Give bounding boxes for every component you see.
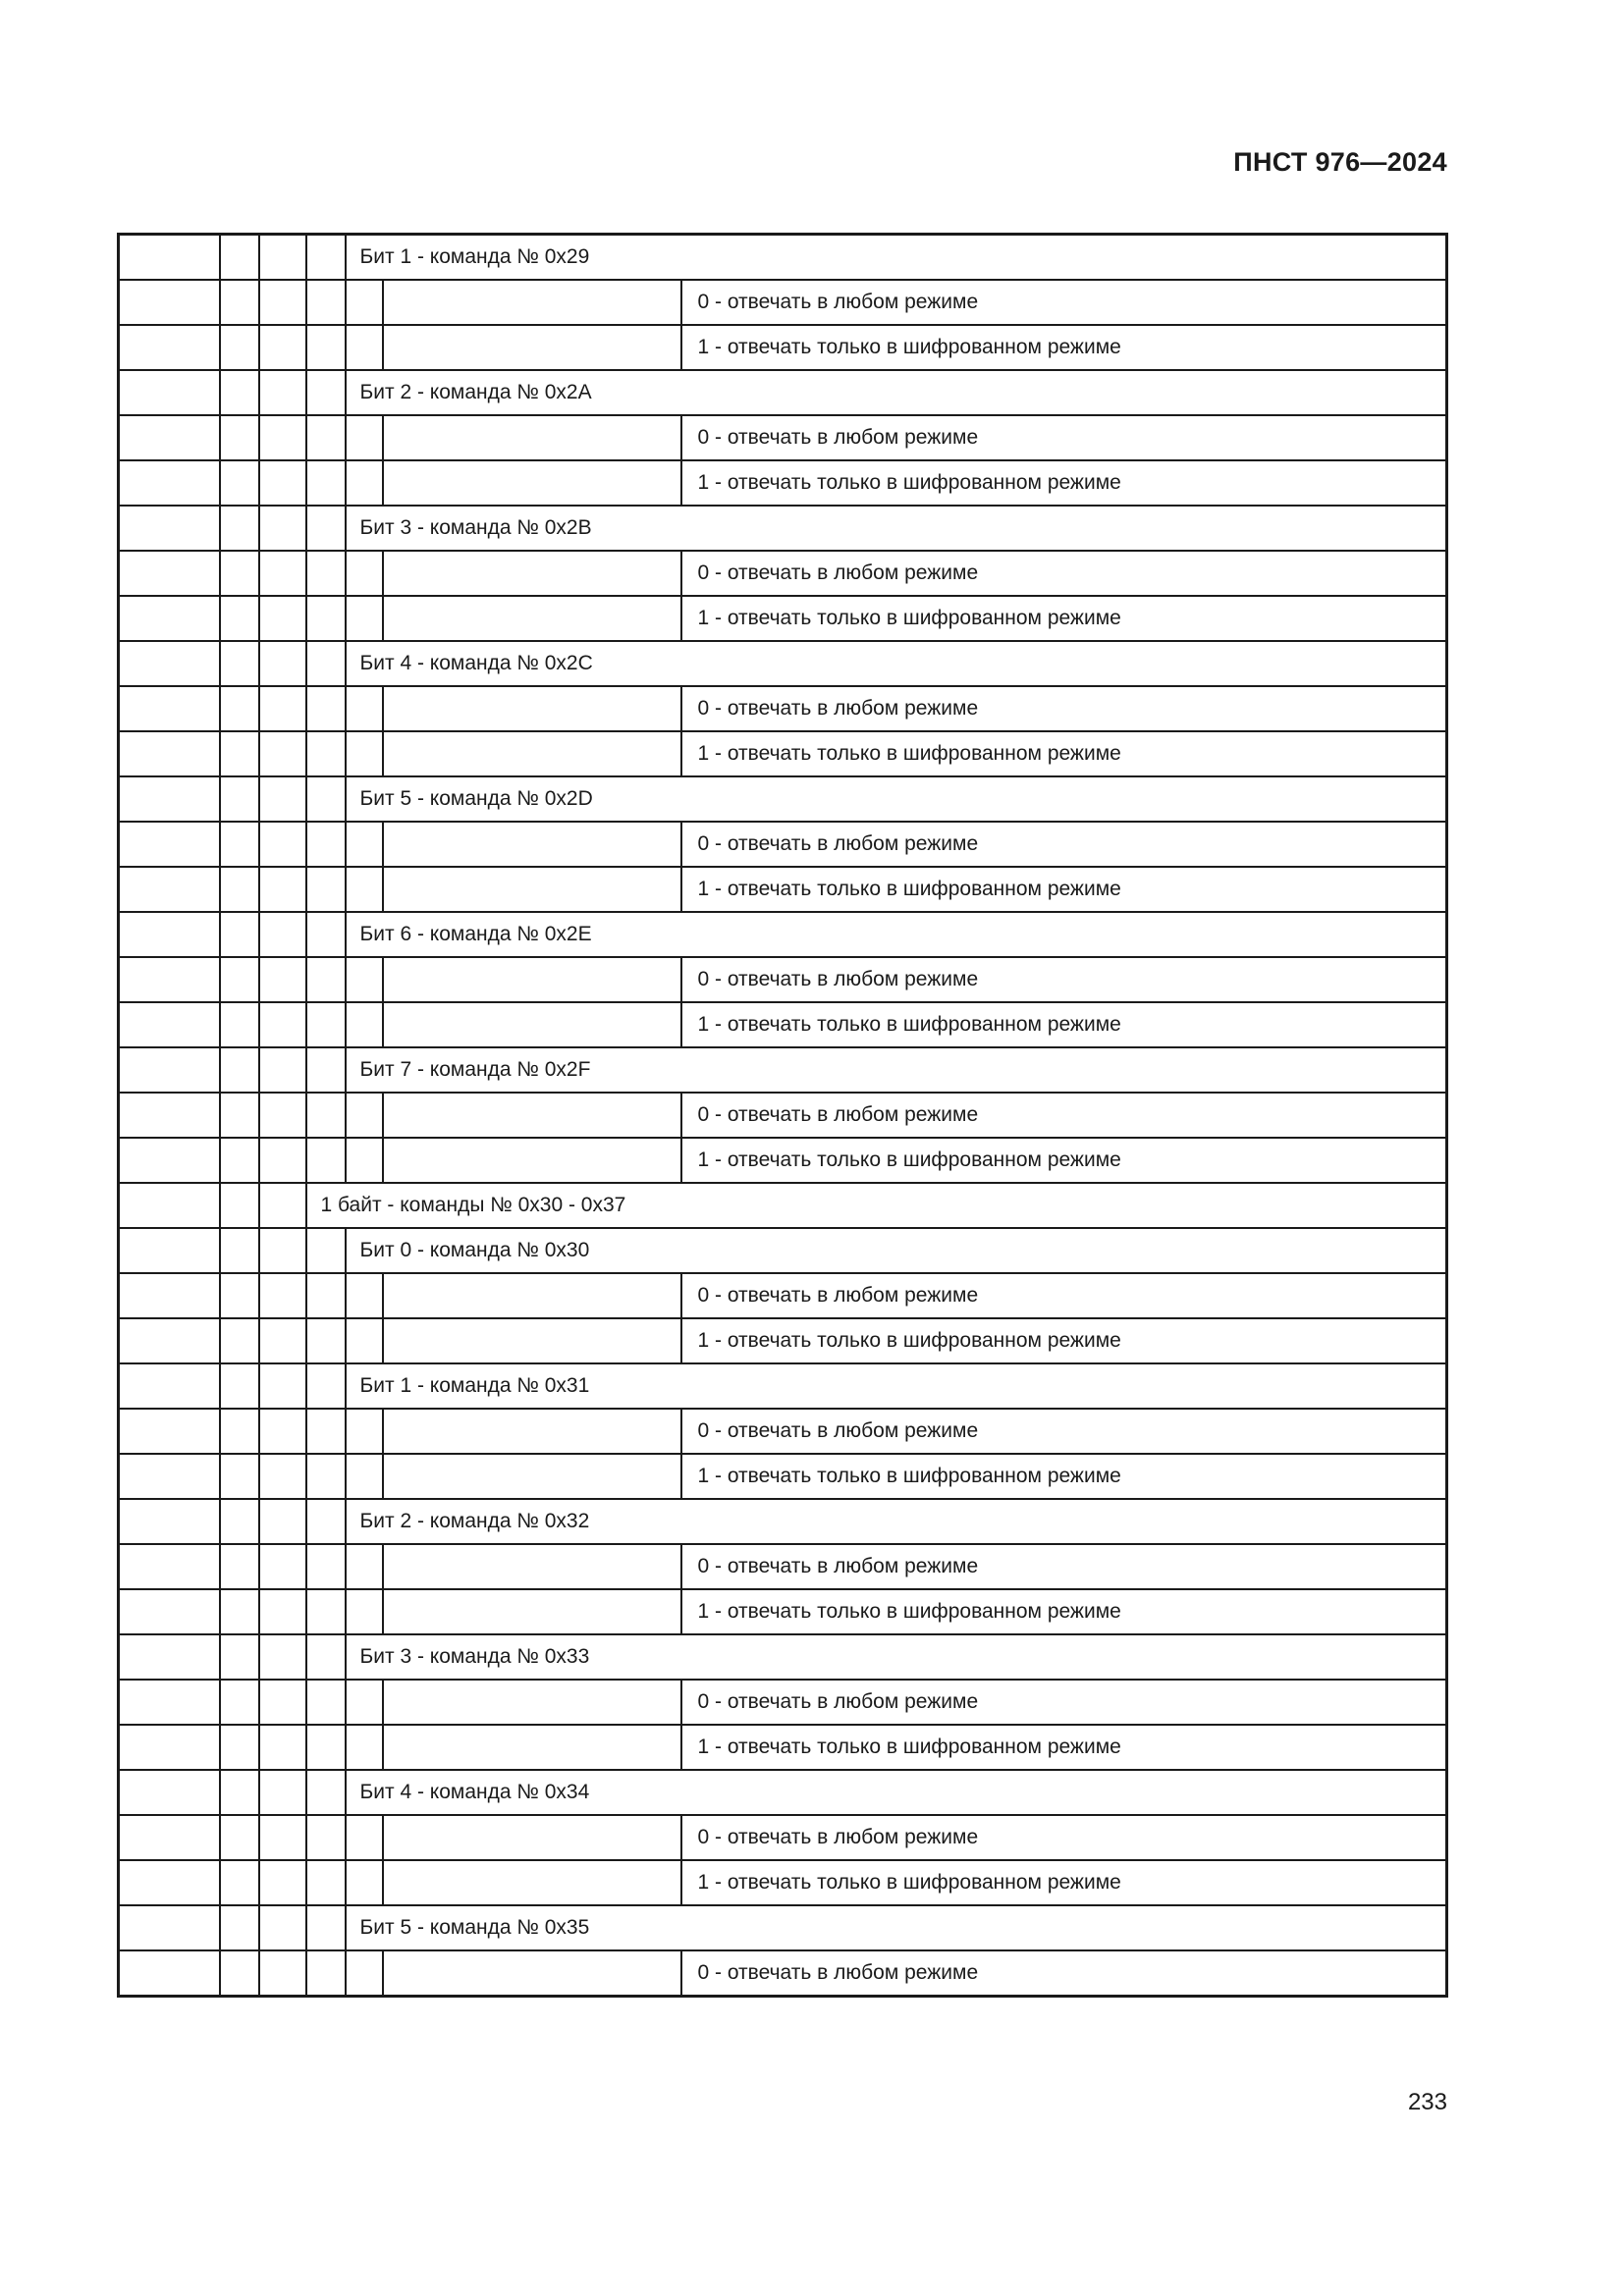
- table-row-value: [119, 1454, 1447, 1499]
- empty-cell: [306, 1047, 346, 1093]
- bit-label-cell: Бит 0 - команда № 0x30: [346, 1228, 1447, 1273]
- empty-cell: [383, 325, 681, 370]
- empty-cell: [119, 370, 220, 415]
- empty-cell: [259, 1860, 306, 1905]
- empty-cell: [119, 1544, 220, 1589]
- empty-cell: [346, 731, 383, 776]
- empty-cell: [346, 1454, 383, 1499]
- empty-cell: [259, 1273, 306, 1318]
- empty-cell: [220, 1680, 259, 1725]
- empty-cell: [220, 1138, 259, 1183]
- table-row-bit: [119, 370, 1447, 415]
- empty-cell: [259, 1680, 306, 1725]
- empty-cell: [119, 1047, 220, 1093]
- value-description-cell: 0 - отвечать в любом режиме: [681, 1409, 1447, 1454]
- empty-cell: [346, 1950, 383, 1997]
- empty-cell: [383, 731, 681, 776]
- empty-cell: [346, 325, 383, 370]
- empty-cell: [220, 280, 259, 325]
- table-row-bit: [119, 1770, 1447, 1815]
- empty-cell: [220, 1815, 259, 1860]
- value-description-cell: 0 - отвечать в любом режиме: [681, 1815, 1447, 1860]
- empty-cell: [259, 325, 306, 370]
- table-row-value: [119, 1950, 1447, 1997]
- empty-cell: [259, 235, 306, 281]
- empty-cell: [306, 1905, 346, 1950]
- value-description-cell: 1 - отвечать только в шифрованном режиме: [681, 1138, 1447, 1183]
- main-table: [117, 233, 1448, 1998]
- empty-cell: [383, 280, 681, 325]
- empty-cell: [220, 1002, 259, 1047]
- empty-cell: [220, 1228, 259, 1273]
- value-description-cell: 0 - отвечать в любом режиме: [681, 1680, 1447, 1725]
- empty-cell: [259, 912, 306, 957]
- empty-cell: [220, 731, 259, 776]
- empty-cell: [306, 1589, 346, 1634]
- empty-cell: [220, 1725, 259, 1770]
- empty-cell: [259, 776, 306, 822]
- value-description-cell: 0 - отвечать в любом режиме: [681, 551, 1447, 596]
- empty-cell: [259, 867, 306, 912]
- byte-label-cell: 1 байт - команды № 0x30 - 0x37: [306, 1183, 1447, 1228]
- table-row-bit: [119, 1499, 1447, 1544]
- value-description-cell: 0 - отвечать в любом режиме: [681, 415, 1447, 460]
- value-description-cell: 0 - отвечать в любом режиме: [681, 822, 1447, 867]
- empty-cell: [383, 1680, 681, 1725]
- empty-cell: [306, 596, 346, 641]
- table-row-bit: [119, 1634, 1447, 1680]
- empty-cell: [220, 1273, 259, 1318]
- empty-cell: [220, 235, 259, 281]
- empty-cell: [306, 867, 346, 912]
- empty-cell: [119, 686, 220, 731]
- empty-cell: [383, 686, 681, 731]
- empty-cell: [220, 867, 259, 912]
- empty-cell: [383, 1544, 681, 1589]
- empty-cell: [119, 776, 220, 822]
- empty-cell: [119, 1680, 220, 1725]
- empty-cell: [220, 1860, 259, 1905]
- bit-label-cell: Бит 1 - команда № 0x29: [346, 235, 1447, 281]
- empty-cell: [306, 325, 346, 370]
- table-row-value: [119, 1318, 1447, 1363]
- empty-cell: [346, 1138, 383, 1183]
- empty-cell: [346, 957, 383, 1002]
- empty-cell: [259, 506, 306, 551]
- empty-cell: [346, 1725, 383, 1770]
- empty-cell: [119, 1002, 220, 1047]
- empty-cell: [346, 1544, 383, 1589]
- empty-cell: [306, 912, 346, 957]
- empty-cell: [119, 1770, 220, 1815]
- empty-cell: [259, 1770, 306, 1815]
- table-row-value: [119, 596, 1447, 641]
- empty-cell: [220, 1634, 259, 1680]
- empty-cell: [259, 1905, 306, 1950]
- value-description-cell: 0 - отвечать в любом режиме: [681, 280, 1447, 325]
- table-row-bit: [119, 912, 1447, 957]
- empty-cell: [259, 1950, 306, 1997]
- table-row-value: [119, 867, 1447, 912]
- empty-cell: [306, 1680, 346, 1725]
- empty-cell: [220, 957, 259, 1002]
- empty-cell: [119, 1318, 220, 1363]
- bit-label-cell: Бит 7 - команда № 0x2F: [346, 1047, 1447, 1093]
- empty-cell: [346, 1409, 383, 1454]
- table-row-value: [119, 415, 1447, 460]
- empty-cell: [346, 1589, 383, 1634]
- empty-cell: [220, 641, 259, 686]
- empty-cell: [383, 1950, 681, 1997]
- empty-cell: [259, 641, 306, 686]
- empty-cell: [259, 1725, 306, 1770]
- empty-cell: [306, 686, 346, 731]
- empty-cell: [220, 325, 259, 370]
- empty-cell: [383, 415, 681, 460]
- empty-cell: [346, 596, 383, 641]
- value-description-cell: 1 - отвечать только в шифрованном режиме: [681, 731, 1447, 776]
- empty-cell: [259, 1093, 306, 1138]
- empty-cell: [259, 280, 306, 325]
- empty-cell: [383, 551, 681, 596]
- empty-cell: [383, 1725, 681, 1770]
- value-description-cell: 0 - отвечать в любом режиме: [681, 1093, 1447, 1138]
- table-row-value: [119, 325, 1447, 370]
- empty-cell: [220, 1544, 259, 1589]
- empty-cell: [306, 1409, 346, 1454]
- empty-cell: [220, 506, 259, 551]
- empty-cell: [220, 912, 259, 957]
- empty-cell: [259, 460, 306, 506]
- empty-cell: [220, 370, 259, 415]
- table-row-value: [119, 1093, 1447, 1138]
- empty-cell: [119, 1499, 220, 1544]
- empty-cell: [220, 415, 259, 460]
- table-row-value: [119, 686, 1447, 731]
- empty-cell: [346, 415, 383, 460]
- empty-cell: [259, 551, 306, 596]
- bit-label-cell: Бит 6 - команда № 0x2E: [346, 912, 1447, 957]
- empty-cell: [119, 1454, 220, 1499]
- empty-cell: [119, 1634, 220, 1680]
- empty-cell: [306, 280, 346, 325]
- empty-cell: [306, 551, 346, 596]
- empty-cell: [119, 731, 220, 776]
- table-row-bit: [119, 1228, 1447, 1273]
- table-row-value: [119, 731, 1447, 776]
- empty-cell: [119, 912, 220, 957]
- empty-cell: [259, 596, 306, 641]
- table-row-value: [119, 280, 1447, 325]
- value-description-cell: 1 - отвечать только в шифрованном режиме: [681, 867, 1447, 912]
- empty-cell: [383, 1589, 681, 1634]
- empty-cell: [220, 1770, 259, 1815]
- empty-cell: [220, 1183, 259, 1228]
- table-row-value: [119, 1680, 1447, 1725]
- empty-cell: [220, 1363, 259, 1409]
- empty-cell: [346, 1273, 383, 1318]
- empty-cell: [220, 1047, 259, 1093]
- value-description-cell: 0 - отвечать в любом режиме: [681, 957, 1447, 1002]
- empty-cell: [119, 1815, 220, 1860]
- empty-cell: [346, 1860, 383, 1905]
- empty-cell: [220, 596, 259, 641]
- empty-cell: [220, 1905, 259, 1950]
- empty-cell: [119, 1138, 220, 1183]
- empty-cell: [259, 1409, 306, 1454]
- empty-cell: [259, 1318, 306, 1363]
- empty-cell: [383, 1454, 681, 1499]
- empty-cell: [119, 325, 220, 370]
- empty-cell: [259, 1634, 306, 1680]
- empty-cell: [306, 506, 346, 551]
- empty-cell: [383, 1409, 681, 1454]
- empty-cell: [306, 1634, 346, 1680]
- empty-cell: [383, 1002, 681, 1047]
- table-row-value: [119, 1860, 1447, 1905]
- empty-cell: [346, 1093, 383, 1138]
- empty-cell: [383, 957, 681, 1002]
- empty-cell: [383, 460, 681, 506]
- value-description-cell: 1 - отвечать только в шифрованном режиме: [681, 1725, 1447, 1770]
- table-row-value: [119, 1002, 1447, 1047]
- table-row-value: [119, 1589, 1447, 1634]
- bit-label-cell: Бит 3 - команда № 0x2B: [346, 506, 1447, 551]
- empty-cell: [259, 1454, 306, 1499]
- table-row-value: [119, 1138, 1447, 1183]
- empty-cell: [119, 957, 220, 1002]
- bit-command-table: [117, 233, 1448, 1998]
- empty-cell: [259, 1499, 306, 1544]
- empty-cell: [306, 1138, 346, 1183]
- empty-cell: [119, 1905, 220, 1950]
- empty-cell: [306, 641, 346, 686]
- empty-cell: [119, 506, 220, 551]
- empty-cell: [220, 1499, 259, 1544]
- table-row-value: [119, 1544, 1447, 1589]
- empty-cell: [306, 1228, 346, 1273]
- empty-cell: [346, 822, 383, 867]
- table-row-value: [119, 957, 1447, 1002]
- empty-cell: [220, 1093, 259, 1138]
- empty-cell: [220, 1318, 259, 1363]
- empty-cell: [119, 460, 220, 506]
- table-row-bit: [119, 1363, 1447, 1409]
- empty-cell: [306, 957, 346, 1002]
- empty-cell: [306, 1725, 346, 1770]
- empty-cell: [259, 1363, 306, 1409]
- empty-cell: [306, 1950, 346, 1997]
- bit-label-cell: Бит 2 - команда № 0x32: [346, 1499, 1447, 1544]
- empty-cell: [383, 1138, 681, 1183]
- page-number: 233: [1407, 2089, 1447, 2115]
- empty-cell: [346, 1815, 383, 1860]
- empty-cell: [306, 370, 346, 415]
- value-description-cell: 0 - отвечать в любом режиме: [681, 1950, 1447, 1997]
- empty-cell: [306, 1363, 346, 1409]
- value-description-cell: 1 - отвечать только в шифрованном режиме: [681, 460, 1447, 506]
- empty-cell: [259, 370, 306, 415]
- empty-cell: [259, 1228, 306, 1273]
- empty-cell: [119, 1950, 220, 1997]
- empty-cell: [220, 460, 259, 506]
- empty-cell: [259, 1138, 306, 1183]
- empty-cell: [306, 1273, 346, 1318]
- empty-cell: [259, 686, 306, 731]
- empty-cell: [306, 1544, 346, 1589]
- table-row-value: [119, 1725, 1447, 1770]
- empty-cell: [383, 822, 681, 867]
- empty-cell: [346, 686, 383, 731]
- empty-cell: [119, 867, 220, 912]
- empty-cell: [220, 1409, 259, 1454]
- value-description-cell: 0 - отвечать в любом режиме: [681, 1544, 1447, 1589]
- bit-label-cell: Бит 4 - команда № 0x34: [346, 1770, 1447, 1815]
- empty-cell: [306, 731, 346, 776]
- empty-cell: [383, 1815, 681, 1860]
- table-row-bit: [119, 506, 1447, 551]
- empty-cell: [119, 1409, 220, 1454]
- empty-cell: [306, 1770, 346, 1815]
- table-row-value: [119, 1815, 1447, 1860]
- table-row-value: [119, 822, 1447, 867]
- value-description-cell: 0 - отвечать в любом режиме: [681, 686, 1447, 731]
- empty-cell: [119, 1273, 220, 1318]
- empty-cell: [119, 235, 220, 281]
- empty-cell: [306, 1318, 346, 1363]
- value-description-cell: 1 - отвечать только в шифрованном режиме: [681, 1589, 1447, 1634]
- empty-cell: [346, 460, 383, 506]
- empty-cell: [119, 596, 220, 641]
- document-id: ПНСТ 976—2024: [1233, 147, 1447, 177]
- empty-cell: [306, 1454, 346, 1499]
- bit-label-cell: Бит 5 - команда № 0x2D: [346, 776, 1447, 822]
- empty-cell: [383, 1273, 681, 1318]
- empty-cell: [383, 1093, 681, 1138]
- empty-cell: [383, 596, 681, 641]
- empty-cell: [306, 822, 346, 867]
- empty-cell: [383, 867, 681, 912]
- empty-cell: [119, 1589, 220, 1634]
- empty-cell: [119, 280, 220, 325]
- empty-cell: [306, 1499, 346, 1544]
- bit-label-cell: Бит 5 - команда № 0x35: [346, 1905, 1447, 1950]
- empty-cell: [220, 1950, 259, 1997]
- empty-cell: [220, 686, 259, 731]
- empty-cell: [346, 1002, 383, 1047]
- value-description-cell: 0 - отвечать в любом режиме: [681, 1273, 1447, 1318]
- empty-cell: [306, 460, 346, 506]
- empty-cell: [220, 822, 259, 867]
- bit-label-cell: Бит 1 - команда № 0x31: [346, 1363, 1447, 1409]
- empty-cell: [306, 235, 346, 281]
- empty-cell: [346, 867, 383, 912]
- empty-cell: [259, 822, 306, 867]
- empty-cell: [259, 1544, 306, 1589]
- empty-cell: [119, 551, 220, 596]
- empty-cell: [306, 415, 346, 460]
- value-description-cell: 1 - отвечать только в шифрованном режиме: [681, 596, 1447, 641]
- value-description-cell: 1 - отвечать только в шифрованном режиме: [681, 1318, 1447, 1363]
- empty-cell: [119, 415, 220, 460]
- table-body: [119, 235, 1447, 1997]
- empty-cell: [259, 415, 306, 460]
- empty-cell: [220, 551, 259, 596]
- empty-cell: [346, 280, 383, 325]
- value-description-cell: 1 - отвечать только в шифрованном режиме: [681, 325, 1447, 370]
- empty-cell: [220, 1454, 259, 1499]
- empty-cell: [306, 1093, 346, 1138]
- empty-cell: [119, 1363, 220, 1409]
- empty-cell: [119, 1725, 220, 1770]
- empty-cell: [119, 1228, 220, 1273]
- empty-cell: [346, 1680, 383, 1725]
- empty-cell: [259, 731, 306, 776]
- bit-label-cell: Бит 2 - команда № 0x2A: [346, 370, 1447, 415]
- value-description-cell: 1 - отвечать только в шифрованном режиме: [681, 1454, 1447, 1499]
- empty-cell: [259, 1047, 306, 1093]
- table-row-bit: [119, 1905, 1447, 1950]
- empty-cell: [220, 776, 259, 822]
- empty-cell: [259, 957, 306, 1002]
- empty-cell: [119, 822, 220, 867]
- value-description-cell: 1 - отвечать только в шифрованном режиме: [681, 1002, 1447, 1047]
- empty-cell: [259, 1002, 306, 1047]
- empty-cell: [259, 1589, 306, 1634]
- table-row-bit: [119, 1047, 1447, 1093]
- empty-cell: [220, 1589, 259, 1634]
- table-row-bit: [119, 641, 1447, 686]
- table-row-value: [119, 1273, 1447, 1318]
- table-row-value: [119, 460, 1447, 506]
- empty-cell: [346, 551, 383, 596]
- empty-cell: [119, 1093, 220, 1138]
- empty-cell: [259, 1815, 306, 1860]
- table-row-bit: [119, 776, 1447, 822]
- value-description-cell: 1 - отвечать только в шифрованном режиме: [681, 1860, 1447, 1905]
- empty-cell: [383, 1318, 681, 1363]
- empty-cell: [383, 1860, 681, 1905]
- empty-cell: [306, 776, 346, 822]
- empty-cell: [346, 1318, 383, 1363]
- table-row-byte: [119, 1183, 1447, 1228]
- table-row-bit: [119, 235, 1447, 281]
- empty-cell: [119, 1860, 220, 1905]
- bit-label-cell: Бит 4 - команда № 0x2C: [346, 641, 1447, 686]
- table-row-value: [119, 1409, 1447, 1454]
- empty-cell: [306, 1815, 346, 1860]
- empty-cell: [306, 1002, 346, 1047]
- table-row-value: [119, 551, 1447, 596]
- empty-cell: [119, 641, 220, 686]
- bit-label-cell: Бит 3 - команда № 0x33: [346, 1634, 1447, 1680]
- empty-cell: [306, 1860, 346, 1905]
- empty-cell: [259, 1183, 306, 1228]
- empty-cell: [119, 1183, 220, 1228]
